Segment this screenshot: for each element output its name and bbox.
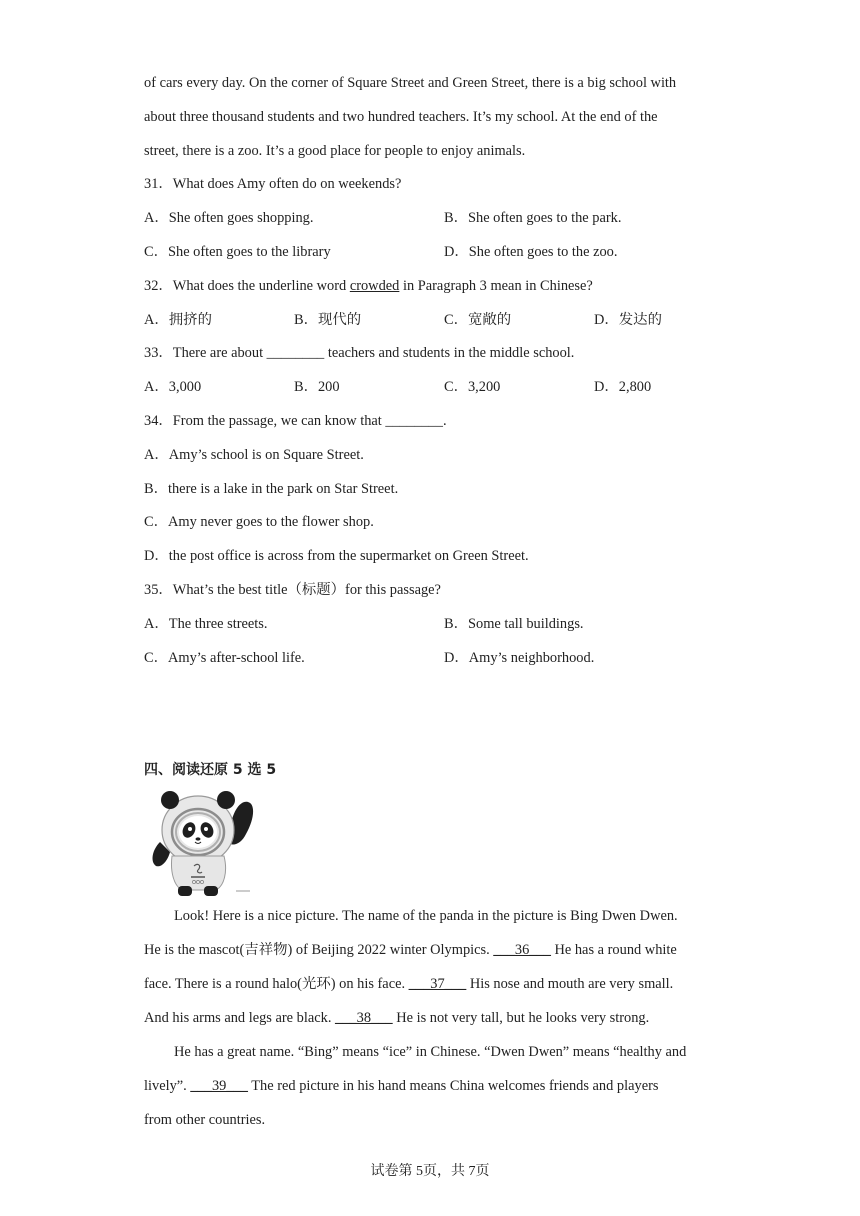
passage-line [144,1076,658,1096]
blank-36: ___36___ [493,942,551,958]
blank-38: ___38___ [335,1010,393,1026]
question-33-stem: 33．There are about ________ teachers and students in the middle school. [144,345,575,361]
q31-option-c: C．She often goes to the library [144,244,331,260]
page-footer: 试卷第 5页，共 7页 [370,1164,490,1179]
q33-option-a: A．3,000 [144,379,202,395]
passage-line [144,940,677,960]
passage-line: about three thousand students and two hundred teachers. It’s my school. At the end of the [144,109,658,125]
text-span: His nose and mouth are very small. [466,976,674,992]
q32-underlined-word: crowded [349,278,400,294]
q34-option-a: A．Amy’s school is on Square Street. [144,447,364,463]
question-34-stem: 34．From the passage, we can know that ________. [144,413,447,429]
q35-option-d: D．Amy’s neighborhood. [444,650,595,666]
passage-line [144,974,673,994]
text-span: He has a round white [550,942,677,958]
blank-37: ___37___ [408,976,467,992]
passage-line: street, there is a zoo. It’s a good place for people to enjoy animals. [144,143,526,159]
text-span: He is the mascot(吉祥物) of Beijing 2022 winter Olympics. [144,942,494,958]
passage-line [144,1008,649,1028]
q31-option-b: B．She often goes to the park. [444,210,622,226]
q33-option-d: D．2,800 [594,379,652,395]
q32-option-b: B．现代的 [294,312,362,328]
q35-option-b: B．Some tall buildings. [444,616,584,632]
q33-option-b: B．200 [294,379,340,395]
q34-option-b: B．there is a lake in the park on Star Street. [144,481,399,497]
q33-option-c: C．3,200 [444,379,501,395]
text-span: And his arms and legs are black. [144,1010,336,1026]
q32-option-d: D．发达的 [594,312,662,328]
passage-line: He has a great name. “Bing” means “ice” in Chinese. “Dwen Dwen” means “healthy and [174,1044,687,1060]
question-35-stem: 35．What’s the best title（标题）for this passage? [144,582,441,598]
passage-line: of cars every day. On the corner of Square Street and Green Street, there is a big school with [144,75,677,91]
q34-option-c: C．Amy never goes to the flower shop. [144,514,374,530]
question-31-stem: 31．What does Amy often do on weekends? [144,176,402,192]
q32-stem-pre: 32．What does the underline word [144,278,350,294]
text-span: face. There is a round halo(光环) on his face. [144,976,409,992]
q35-option-a: A．The three streets. [144,616,268,632]
passage-line: Look! Here is a nice picture. The name of the panda in the picture is Bing Dwen Dwen. [174,908,678,924]
q32-stem-post: in Paragraph 3 mean in Chinese? [399,278,593,294]
q34-option-d: D．the post office is across from the supermarket on Green Street. [144,548,529,564]
q32-option-c: C．宽敞的 [444,312,512,328]
q32-option-a: A．拥挤的 [144,312,212,328]
passage-line: from other countries. [144,1112,266,1128]
question-32-stem [144,276,593,296]
text-span: The red picture in his hand means China welcomes friends and players [247,1078,659,1094]
q31-option-d: D．She often goes to the zoo. [444,244,618,260]
section-heading: 四、阅读还原 5 选 5 [144,762,277,778]
text-span: lively”. [144,1078,191,1094]
blank-39: ___39___ [190,1078,248,1094]
q31-option-a: A．She often goes shopping. [144,210,314,226]
panda-mascot-image [146,790,256,898]
q35-option-c: C．Amy’s after-school life. [144,650,305,666]
text-span: He is not very tall, but he looks very strong. [392,1010,650,1026]
